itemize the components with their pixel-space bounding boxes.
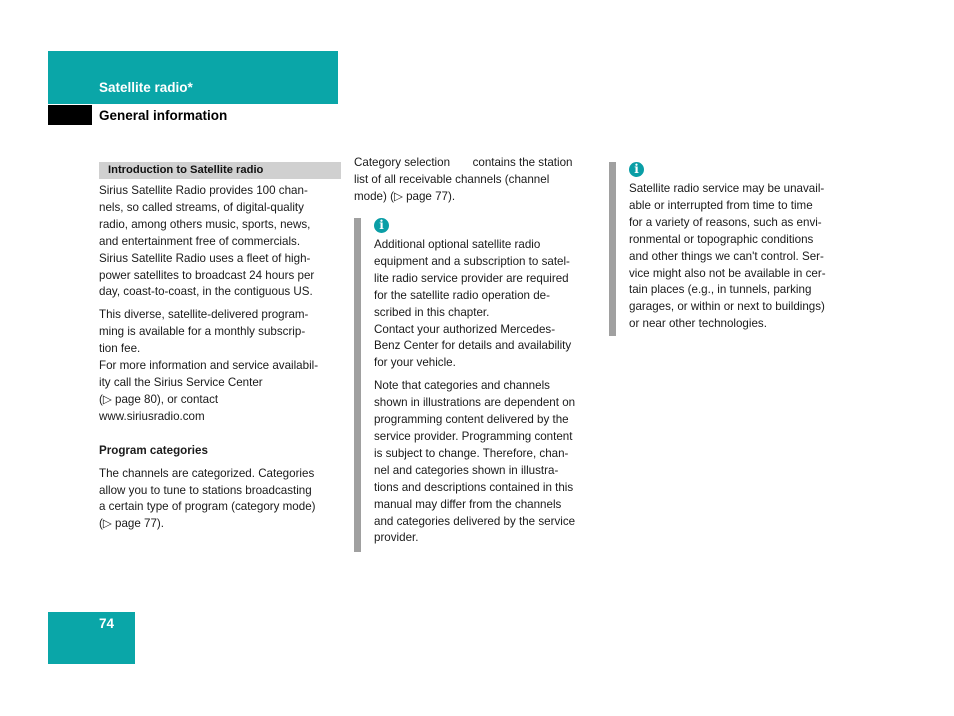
intro-paragraph: Sirius Satellite Radio provides 100 chan- nels, so called streams, of digital-quality radio, among others music, sports, news, and entertainment free of commercials. Sirius Satellite Radio uses a fleet of high- power satellites to broadcast 24 hours per day, coast-to-coast, in the contiguous US. <box>99 184 315 299</box>
info-icon: i <box>629 162 644 177</box>
intro-heading-bar <box>99 162 341 179</box>
column-left <box>99 162 341 533</box>
category-selection-paragraph: Category selection contains the station list of all receivable channels (channel mode) (▷ page 77). <box>354 156 573 203</box>
program-categories-heading: Program categories <box>99 443 208 457</box>
subheader-marker <box>48 105 92 125</box>
program-categories-paragraph: The channels are categorized. Categories allow you to tune to stations broadcasting a certain type of program (category mode) (▷ page 77). <box>99 466 316 531</box>
section-title: Satellite radio* <box>99 80 193 95</box>
info-note-service <box>609 162 858 336</box>
column-middle <box>354 155 599 206</box>
note-equipment-paragraph: Additional optional satellite radio equipment and a subscription to satel- lite radio service provider are required for the satellite radio operation de- scribed in this chapter. Contact your authorized Mercedes- Benz Center for details and availability for your vehicle. <box>374 238 572 370</box>
note-service-paragraph: Satellite radio service may be unavail- able or interrupted from time to time for a variety of reasons, such as envi- ronmental or topographic conditions and other things we can't control. Ser- vice might also not be available in cer- tain places (e.g., in tunnels, parking garages, or within or next to buildings) or near other technologies. <box>629 182 826 331</box>
header-band <box>48 51 338 104</box>
page-number-box <box>48 612 135 664</box>
note-categories-paragraph: Note that categories and channels shown in illustrations are dependent on programming content delivered by the service provider. Programming content is subject to change. Therefore, chan- nel and categories shown in illustra- tions and descriptions contained in this manual may differ from the channels and categories delivered by the service provider. <box>374 379 576 545</box>
info-note-equipment <box>354 218 601 552</box>
intro-heading: Introduction to Satellite radio <box>108 164 264 176</box>
sub-title: General information <box>99 108 228 123</box>
page-number: 74 <box>99 616 115 631</box>
subscription-paragraph: This diverse, satellite-delivered program- ming is available for a monthly subscrip- tion fee. For more information and service availabil- ity call the Sirius Service Center (▷ page 80), or contact www.siriusradio.com <box>99 308 319 423</box>
info-icon: i <box>374 218 389 233</box>
